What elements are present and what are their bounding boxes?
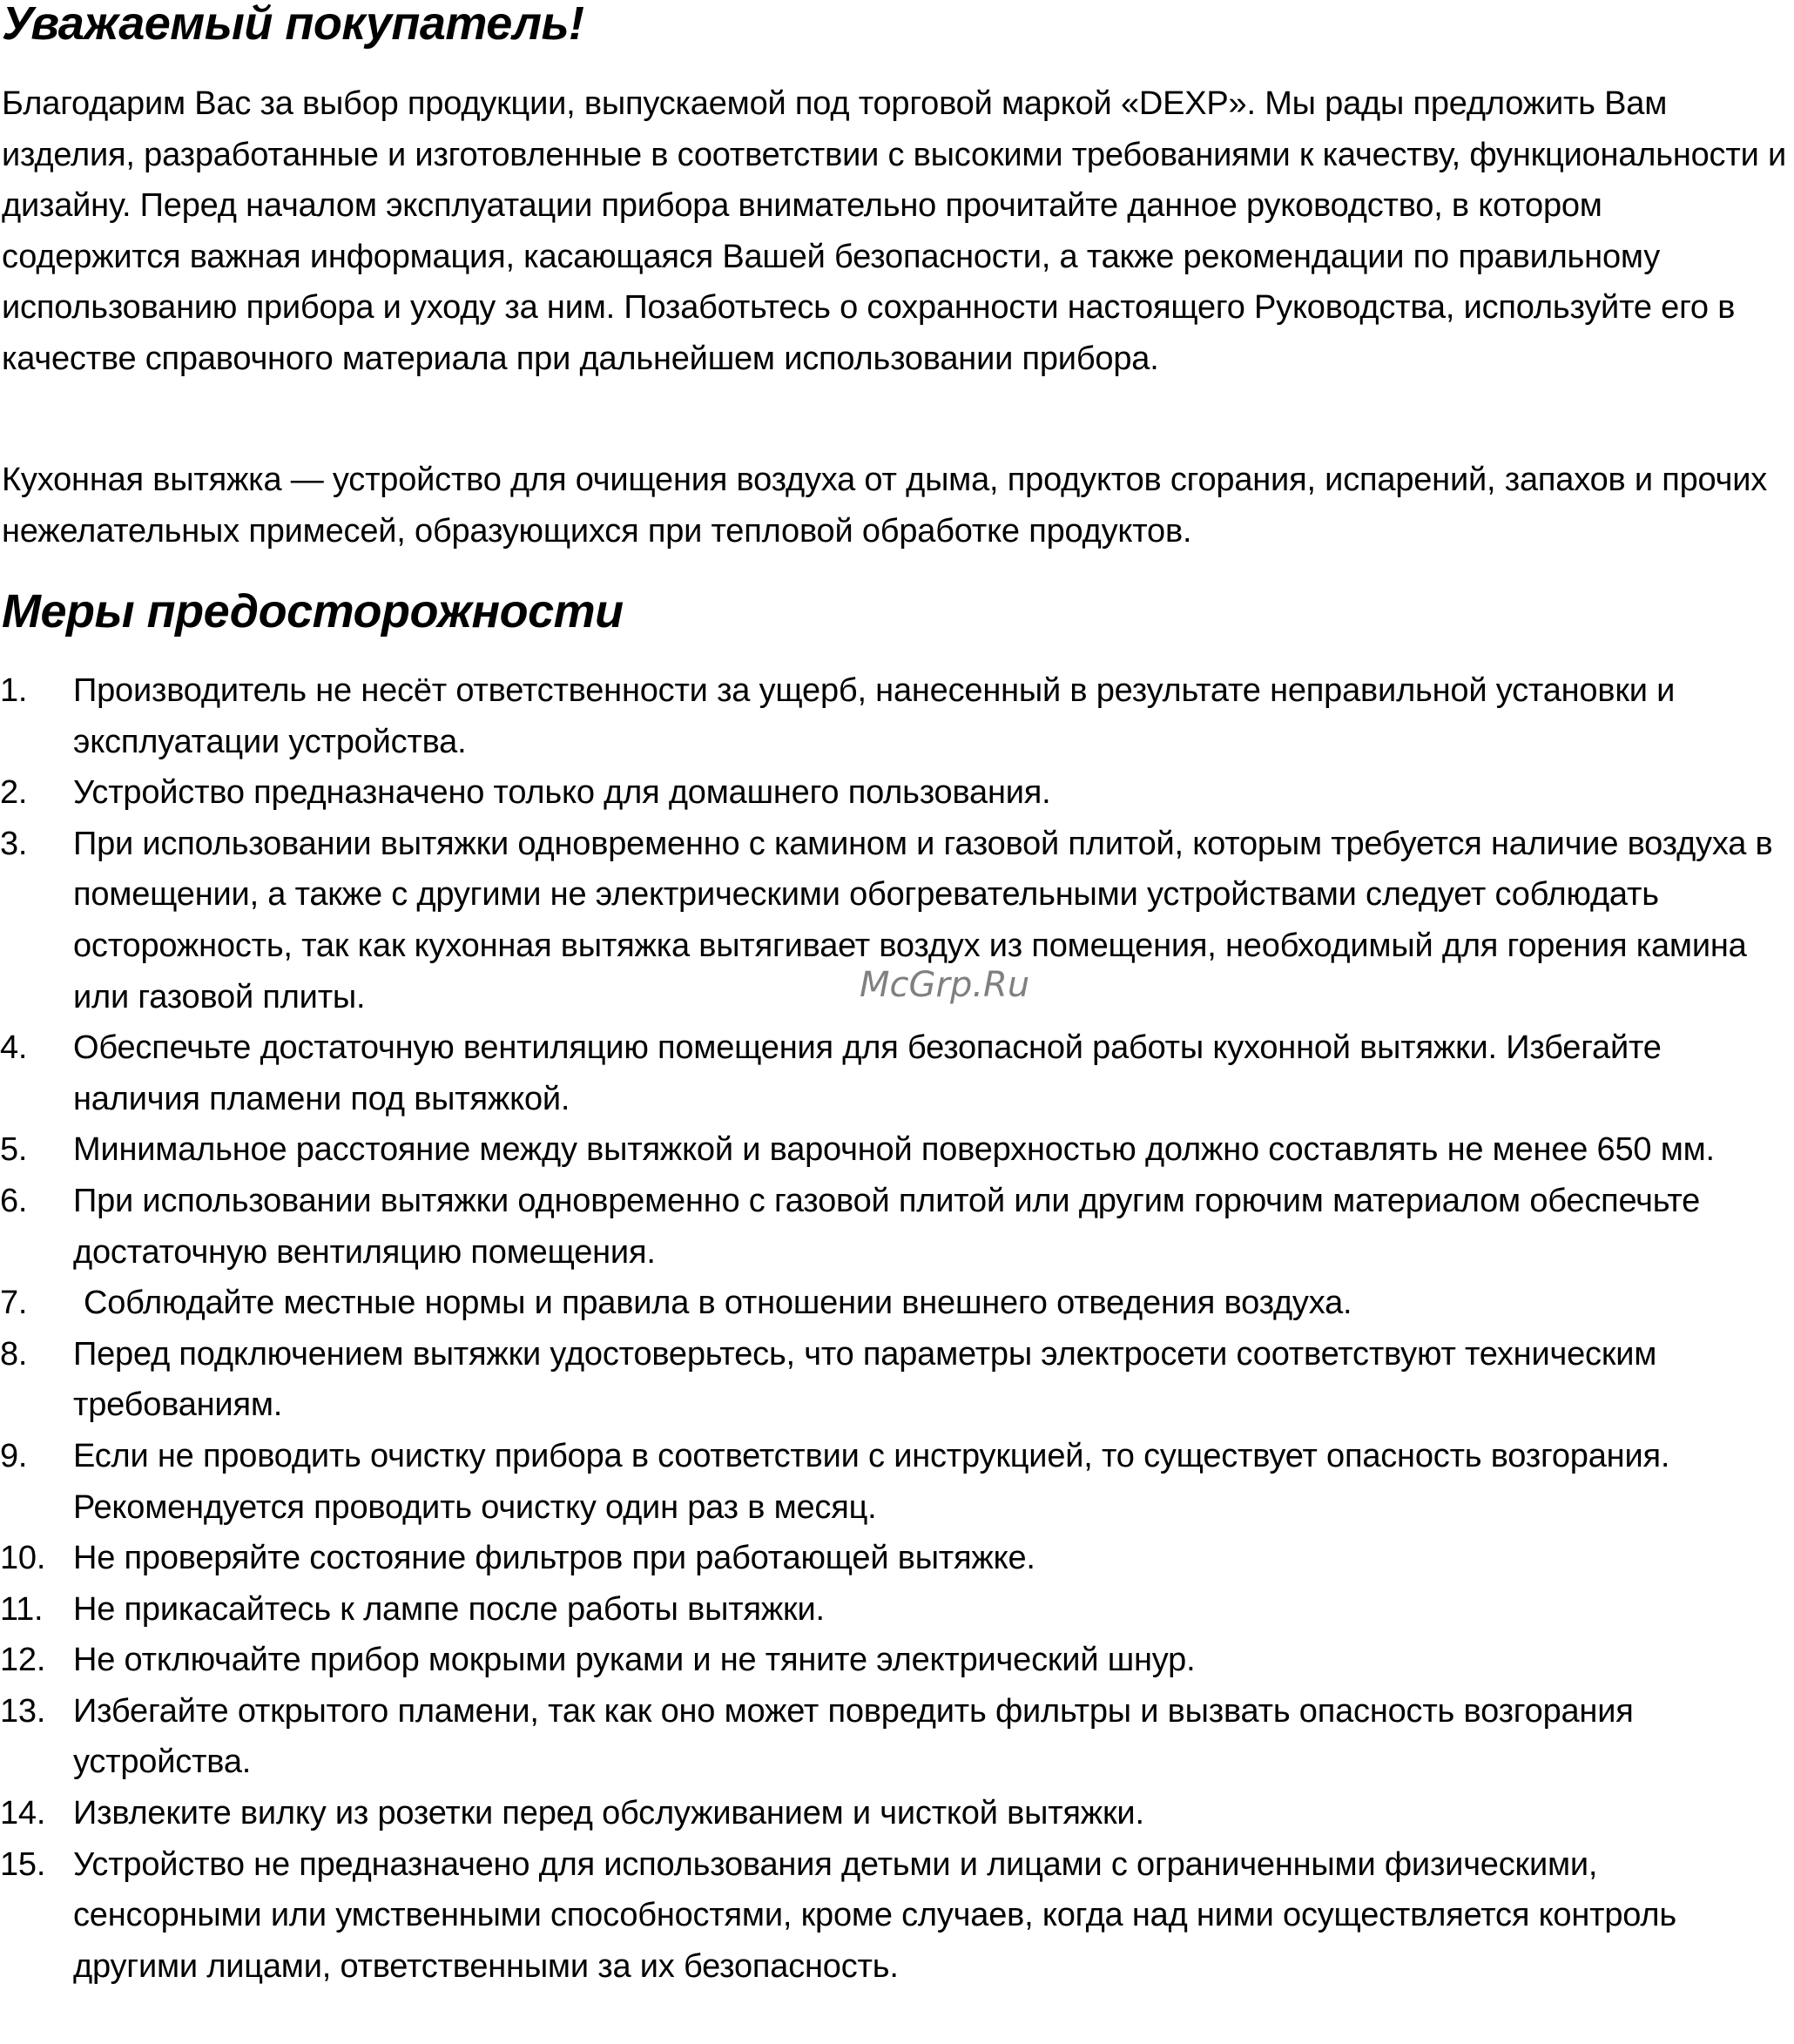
item-text: При использовании вытяжки одновременно с газовой плитой или другим горючим материалом обеспечьте достаточную вентиляцию помещения. [73, 1182, 1701, 1271]
item-text: Не прикасайтесь к лампе после работы вытяжки. [73, 1590, 825, 1628]
list-item [0, 1839, 1794, 1993]
item-text: Извлеките вилку из розетки перед обслуживанием и чисткой вытяжки. [73, 1795, 1144, 1832]
item-number: 1. [0, 672, 28, 709]
item-number: 4. [0, 1029, 28, 1067]
item-text: Устройство не предназначено для использования детьми и лицами с ограниченными физическими, сенсорными или умственными способностями, кроме случаев, когда над ними осуществляется контроль другими лицами, ответственными за их безопасность. [73, 1845, 1676, 1985]
list-item [0, 1278, 1794, 1329]
item-number: 9. [0, 1437, 28, 1474]
item-number: 14. [0, 1795, 46, 1832]
list-item [0, 1329, 1794, 1431]
item-number: 12. [0, 1642, 46, 1679]
page-title: Уважаемый покупатель! [2, 0, 584, 50]
item-text: Устройство предназначено только для домашнего пользования. [73, 774, 1051, 812]
list-item [0, 1431, 1794, 1533]
item-number: 13. [0, 1692, 46, 1730]
item-number: 7. [0, 1285, 28, 1322]
item-number: 2. [0, 774, 28, 812]
item-text: Минимальное расстояние между вытяжкой и варочной поверхностью должно составлять не менее 650 мм. [73, 1131, 1715, 1169]
list-item [0, 1022, 1794, 1124]
list-item [0, 1686, 1794, 1788]
item-number: 10. [0, 1540, 46, 1577]
list-item [0, 1584, 1794, 1636]
item-number: 8. [0, 1335, 28, 1373]
item-number: 15. [0, 1845, 46, 1883]
item-text: Избегайте открытого пламени, так как оно может повредить фильтры и вызвать опасность возгорания устройства. [73, 1692, 1634, 1781]
item-text: Производитель не несёт ответственности за ущерб, нанесенный в результате неправильной установки и эксплуатации устройства. [73, 672, 1676, 760]
item-text: Если не проводить очистку прибора в соответствии с инструкцией, то существует опасность возгорания. Рекомендуется проводить очистку один раз в месяц. [73, 1437, 1670, 1526]
item-text: Соблюдайте местные нормы и правила в отношении внешнего отведения воздуха. [84, 1285, 1352, 1322]
intro-paragraph: Благодарим Вас за выбор продукции, выпускаемой под торговой маркой «DEXP». Мы рады предложить Вам изделия, разработанные и изготовленные в соответствии с высокими требованиями к качеству, функциональности и дизайну. Перед началом эксплуатации прибора внимательно прочитайте данное руководство, в котором содержится важная информация, касающаяся Вашей безопасности, а также рекомендации по правильному использованию прибора и уходу за ним. Позаботьтесь о сохранности настоящего Руководства, используйте его в качестве справочного материала при дальнейшем использовании прибора. [2, 85, 1786, 377]
item-number: 11. [0, 1590, 44, 1628]
item-number: 6. [0, 1182, 28, 1219]
list-item [0, 1635, 1794, 1686]
precautions-list [0, 665, 1794, 1992]
watermark-text: McGrp.Ru [860, 965, 1030, 1005]
item-text: Обеспечьте достаточную вентиляцию помещения для безопасной работы кухонной вытяжки. Избегайте наличия пламени под вытяжкой. [73, 1029, 1662, 1117]
section-title: Меры предосторожности [2, 585, 624, 637]
list-item [0, 1533, 1794, 1584]
list-item [0, 1788, 1794, 1839]
list-item [0, 1124, 1794, 1176]
item-number: 5. [0, 1131, 28, 1169]
list-item [0, 1176, 1794, 1278]
list-item [0, 767, 1794, 819]
definition-paragraph: Кухонная вытяжка — устройство для очищения воздуха от дыма, продуктов сгорания, испарений, запахов и прочих нежелательных примесей, образующихся при тепловой обработке продуктов. [2, 462, 1768, 550]
item-number: 3. [0, 825, 28, 862]
item-text: Перед подключением вытяжки удостоверьтесь, что параметры электросети соответствуют техническим требованиям. [73, 1335, 1657, 1424]
list-item [0, 665, 1794, 767]
item-text: При использовании вытяжки одновременно с камином и газовой плитой, которым требуется наличие воздуха в помещении, а также с другими не электрическими обогревательными устройствами следует соблюдать осторожность, так как кухонная вытяжка вытягивает воздух из помещения, необходимый для горения камина или газовой плиты. [73, 825, 1773, 1015]
item-text: Не проверяйте состояние фильтров при работающей вытяжке. [73, 1540, 1035, 1577]
item-text: Не отключайте прибор мокрыми руками и не тяните электрический шнур. [73, 1642, 1196, 1679]
